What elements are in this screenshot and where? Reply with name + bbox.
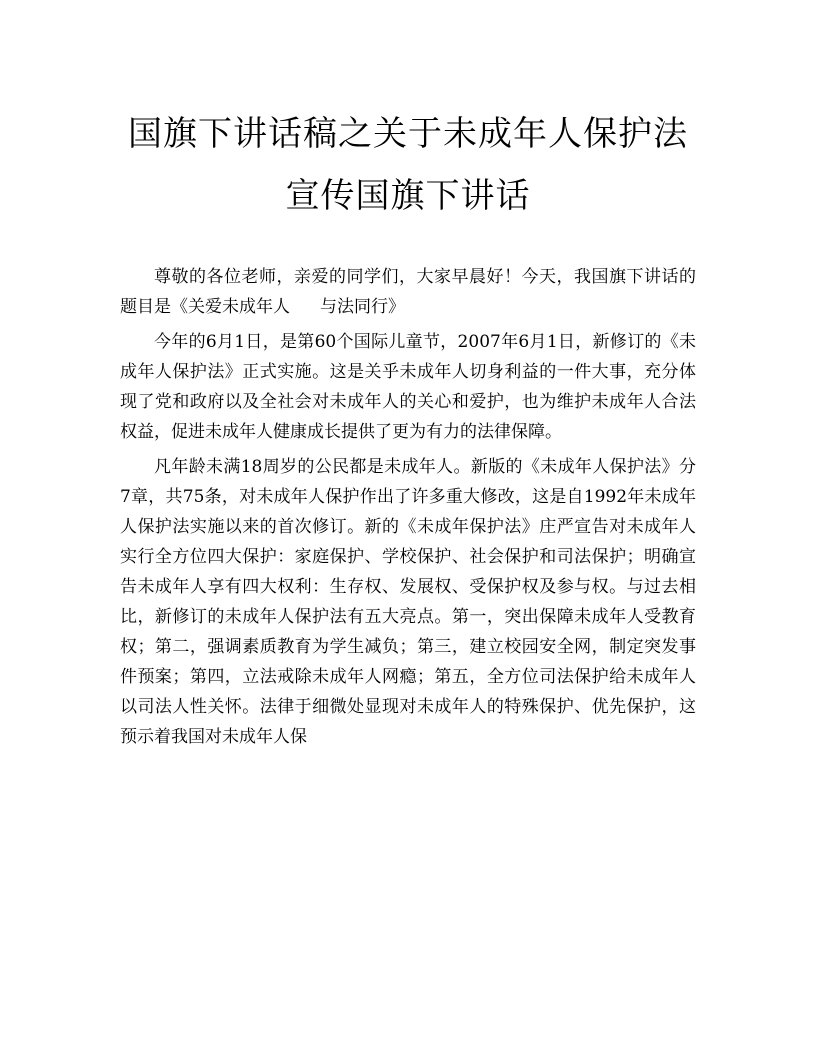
document-title-line-1: 国旗下讲话稿之关于未成年人保护法: [128, 114, 688, 154]
paragraph-2: 今年的6月1日，是第60个国际儿童节，2007年6月1日，新修订的《未成年人保护法》正式实施。这是关乎未成年人切身利益的一件大事，充分体现了党和政府以及全社会对未成年人的关心和爱护，也为维护未成年人合法权益，促进未成年人健康成长提供了更为有力的法律保障。: [120, 332, 696, 442]
paragraph-1-part-b: 与法同行》: [320, 297, 405, 317]
document-title-line-2: 宣传国旗下讲话: [285, 176, 531, 216]
document-body: [120, 262, 696, 757]
paragraph-1: [120, 262, 696, 322]
paragraph-1-part-a: 尊敬的各位老师，亲爱的同学们，大家早晨好！今天，我国旗下讲话的题目是《关爱未成年人: [120, 267, 696, 317]
paragraph-3: 凡年龄未满18周岁的公民都是未成年人。新版的《未成年人保护法》分7章，共75条，对未成年人保护作出了许多重大修改，这是自1992年未成年人保护法实施以来的首次修订。新的《未成年保护法》庄严宣告对未成年人实行全方位四大保护：家庭保护、学校保护、社会保护和司法保护；明确宣告未成年人享有四大权利：生存权、发展权、受保护权及参与权。与过去相比，新修订的未成年人保护法有五大亮点。第一，突出保障未成年人受教育权；第二，强调素质教育为学生减负；第三，建立校园安全网，制定突发事件预案；第四，立法戒除未成年人网瘾；第五，全方位司法保护给未成年人以司法人性关怀。法律于细微处显现对未成年人的特殊保护、优先保护，这预示着我国对未成年人保: [120, 457, 696, 747]
